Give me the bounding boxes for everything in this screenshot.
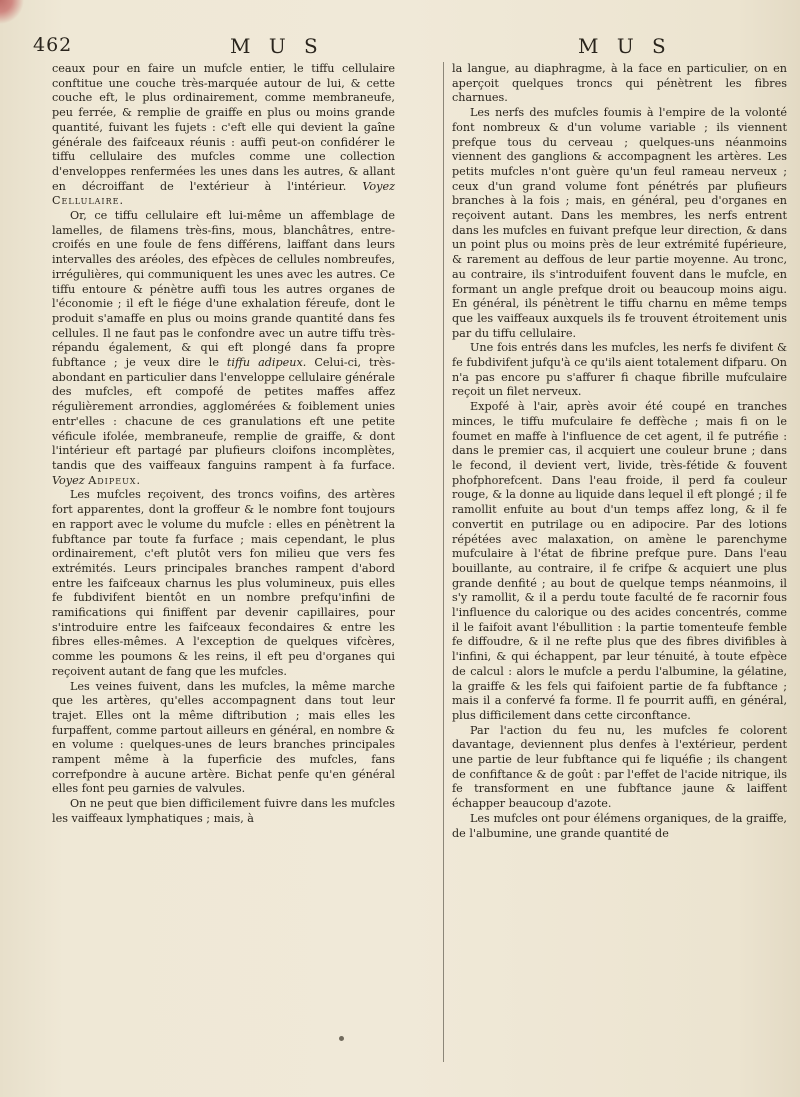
paragraph-text: Or, ce tiffu cellulaire eft lui-même un affemblage de lamelles, de filamens très-fins, mous, blanchâtres, entre-croifés en une foule de fens différens, laiffant dans leurs intervalles des aréoles, des efpèces de cellules nombreufes, irrégulières, qui communiquent les unes avec les autres. Ce tiffu entoure & pénètre auffi tous les autres organes de l'économie ; il eft le fiége d'une exhalation féreufe, dont le produit s'amaffe en plus ou moins grande quantité dans fes cellules. Il ne faut pas le confondre avec un autre tiffu très-répandu également, & qui eft plongé dans fa propre fubftance ; je veux dire le — [52, 209, 395, 370]
cross-reference-term: Adipeux. — [88, 473, 142, 487]
ink-speck — [339, 1036, 344, 1041]
paragraph: Les mufcles ont pour élémens organiques, de la graiffe, de l'albumine, une grande quantité de — [452, 811, 787, 840]
running-head-right: M U S — [578, 34, 672, 58]
right-column — [452, 62, 787, 841]
paragraph: Par l'action du feu nu, les mufcles fe colorent davantage, deviennent plus denfes à l'extérieur, perdent une partie de leur fubftance qui fe liquéfie ; ils changent de confiftance & de goût : par l'effet de l'acide nitrique, ils fe transforment en une fubftance jaune & laiffent échapper beaucoup d'azote. — [452, 723, 787, 811]
paragraph: Les veines fuivent, dans les mufcles, la même marche que les artères, qu'elles accompagnent dans tout leur trajet. Elles ont la même diftribution ; mais elles les furpaffent, comme partout ailleurs en général, en nombre & en volume : quelques-unes de leurs branches principales rampent même à la fuperficie des mufcles, fans correfpondre à aucune artère. Bichat penfe qu'en général elles font peu garnies de valvules. — [52, 679, 395, 796]
italic-term: tiffu adipeux. — [226, 356, 307, 370]
paragraph: Une fois entrés dans les mufcles, les nerfs fe divifent & fe fubdivifent jufqu'à ce qu'ils aient totalement difparu. On n'a pas encore pu s'affurer fi chaque fibrille mufculaire reçoit un filet nerveux. — [452, 341, 787, 399]
paragraph: On ne peut que bien difficilement fuivre dans les mufcles les vaiffeaux lymphatiques ; mais, à — [52, 797, 395, 825]
running-head-left: M U S — [230, 34, 324, 58]
paragraph — [52, 209, 395, 488]
paragraph: Les mufcles reçoivent, des troncs voifins, des artères fort apparentes, dont la groffeur & le nombre font toujours en rapport avec le volume du mufcle : elles en pénètrent la fubftance par toute fa furface ; mais cependant, le plus ordinairement, c'eft plutôt vers fon milieu que vers fes extrémités. Leurs principales branches rampent d'abord entre les faifceaux charnus les plus volumineux, puis elles fe fubdivifent bientôt en un nombre prefqu'infini de ramifications qui finiffent par devenir capillaires, pour s'introduire entre les faifceaux fecondaires & entre les fibres elles-mêmes. A l'exception de quelques vifcères, comme les poumons & les reins, il eft peu d'organes qui reçoivent autant de fang que les mufcles. — [52, 488, 395, 678]
column-rule — [443, 62, 444, 1062]
paragraph-text: ceaux pour en faire un mufcle entier, le tiffu cellulaire conftitue une couche très-marquée autour de lui, & cette couche eft, le plus ordinairement, comme membraneufe, peu ferrée, & remplie de graiffe en plus ou moins grande quantité, fuivant les fujets : c'eft elle qui devient la gaîne générale des faifceaux réunis : auffi peut-on confidérer le tiffu cellulaire des mufcles comme une collection d'enveloppes renfermées les unes dans les autres, & allant en décroiffant de l'extérieur à l'intérieur. — [52, 62, 395, 193]
paragraph: Les nerfs des mufcles foumis à l'empire de la volonté font nombreux & d'un volume variable ; ils viennent prefque tous du cerveau ; quelques-uns néanmoins viennent des ganglions & accompagnent les artères. Les petits mufcles n'ont guère qu'un feul rameau nerveux ; ceux d'un grand volume font pénétrés par plufieurs branches à la fois ; mais, en général, peu d'organes en reçoivent autant. Dans les membres, les nerfs entrent dans les mufcles en fuivant prefque leur direction, & dans un point plus ou moins près de leur extrémité fupérieure, & rarement au deffous de leur partie moyenne. Au tronc, au contraire, ils s'introduifent fouvent dans le mufcle, en formant un angle prefque droit ou beaucoup moins aigu. En général, ils pénètrent le tiffu charnu en même temps que les vaiffeaux auxquels ils fe trouvent étroitement unis par du tiffu cellulaire. — [452, 106, 787, 340]
left-column — [52, 62, 395, 827]
see-reference: Voyez — [52, 473, 85, 487]
paragraph — [52, 62, 395, 209]
page-corner-stain — [0, 0, 26, 24]
paragraph: Expofé à l'air, après avoir été coupé en tranches minces, le tiffu mufculaire fe deffèche ; mais fi on le foumet en maffe à l'influence de cet agent, il fe putréfie : dans le premier cas, il acquiert une couleur brune ; dans le fecond, il devient vert, livide, très-fétide & fouvent phofphorefcent. Dans l'eau froide, il perd fa couleur rouge, & la donne au liquide dans lequel il eft plongé ; il fe ramollit enfuite au bout d'un temps affez long, & il fe convertit en putrilage ou en adipocire. Par des lotions répétées avec malaxation, on amène le parenchyme mufculaire à l'état de fibrine prefque pure. Dans l'eau bouillante, au contraire, il fe crifpe & acquiert une plus grande denfité ; au bout de quelque temps néanmoins, il s'y ramollit, & il a perdu toute faculté de fe racornir fous l'influence du calorique ou des acides concentrés, comme il le faifoit avant l'ébullition : la partie tomenteufe femble fe diffoudre, & il ne refte plus que des fibres divifibles à l'infini, & qui échappent, par leur ténuité, à toute efpèce de calcul : alors le mufcle a perdu l'albumine, la gélatine, la graiffe & les fels qui faifoient partie de fa fubftance ; mais il a confervé fa forme. Il fe pourrit auffi, en général, plus difficilement dans cette circonftance. — [452, 400, 787, 722]
paragraph: la langue, au diaphragme, à la face en particulier, on en aperçoit quelques troncs qui pénètrent les fibres charnues. — [452, 62, 787, 105]
see-reference: Voyez — [362, 179, 395, 193]
paragraph-text: Celui-ci, très-abondant en particulier dans l'enveloppe cellulaire générale des mufcles, eft compofé de petites maffes affez régulièrement arrondies, agglomérées & foiblement unies entr'elles : chacune de ces granulations eft une petite véficule ifolée, membraneufe, remplie de graiffe, & dont l'intérieur eft partagé par plufieurs cloifons incomplètes, tandis que des vaiffeaux fanguins rampent à fa furface. — [52, 356, 395, 472]
page-number: 462 — [33, 34, 73, 56]
cross-reference-term: Cellulaire. — [52, 194, 124, 208]
